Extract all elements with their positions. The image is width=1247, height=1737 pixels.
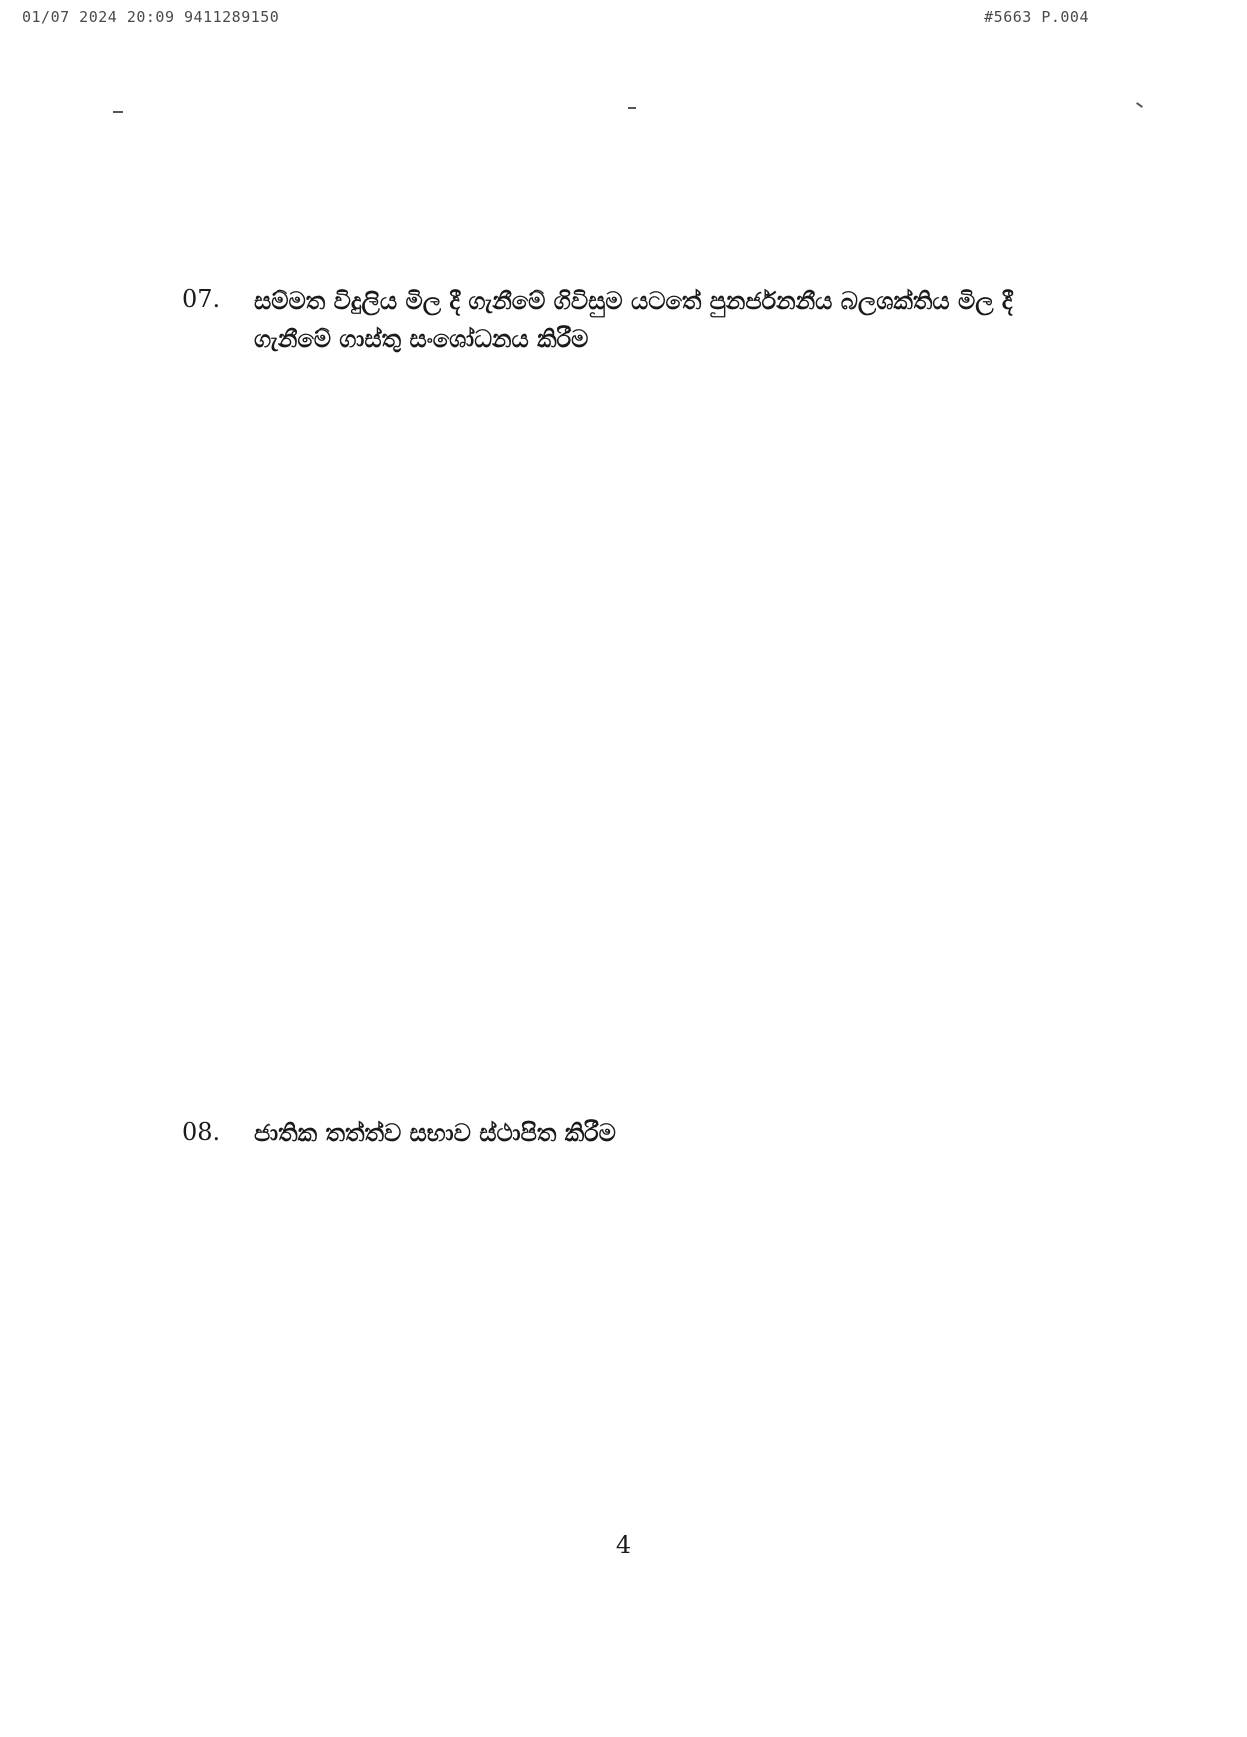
section-number: 08. xyxy=(182,1118,221,1146)
section-number: 07. xyxy=(182,285,221,313)
fax-header-right: #5663 P.004 xyxy=(984,8,1089,26)
section-title: ජාතික තත්ත්ව සභාව ස්ථාපිත කිරීම xyxy=(254,1118,616,1147)
scan-mark xyxy=(113,111,123,113)
section-title: සම්මත විදුලිය මිල දී ගැනීමේ ගිවිසුම යටතේ පුනර්ජනනීය බලශක්තිය මිල දී ගැනීමේ ගාස්තු සංශෝධනය කිරීම xyxy=(254,286,1013,353)
fax-header-left: 01/07 2024 20:09 9411289150 xyxy=(22,8,280,26)
scan-mark xyxy=(1136,102,1143,108)
page-number: 4 xyxy=(615,1531,632,1559)
scan-mark xyxy=(628,107,636,109)
